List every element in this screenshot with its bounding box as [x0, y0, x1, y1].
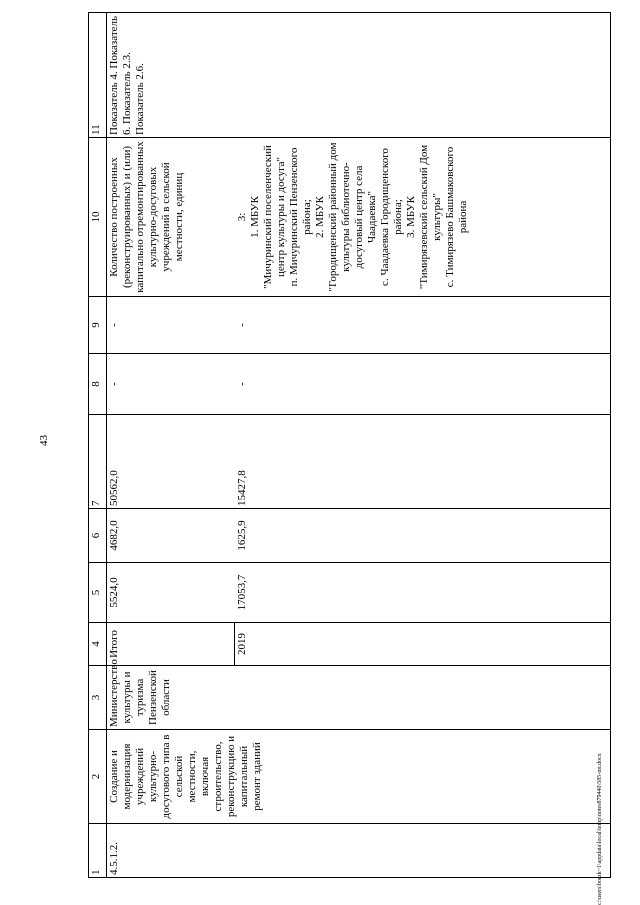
header-row	[89, 13, 107, 878]
header-col-4: 4	[89, 623, 107, 666]
header-col-2: 2	[89, 730, 107, 824]
list-item: п. Мичуринский Пензенского района;	[287, 147, 313, 287]
header-col-3: 3	[89, 666, 107, 730]
header-col-10: 10	[89, 138, 107, 297]
header-col-1: 1	[89, 824, 107, 878]
total-amount: 5524,0	[107, 563, 235, 623]
measure-code: 4.5.1.2.	[107, 824, 611, 878]
list-item: "Мичуринский поселенческий центр культуры и досуга"	[261, 145, 287, 289]
header-col-5: 5	[89, 563, 107, 623]
other-amount-2019: -	[235, 297, 611, 354]
header-col-8: 8	[89, 354, 107, 415]
list-item: "Тимирязевский сельский Дом культуры"	[417, 144, 443, 290]
list-item: 1. МБУК	[248, 196, 261, 238]
table-row	[107, 13, 235, 878]
local-amount-2019: -	[235, 354, 611, 415]
executor: Министерство культуры и туризма Пензенской области	[107, 666, 611, 730]
program-table	[88, 12, 611, 878]
page-number: 43	[38, 435, 50, 446]
header-col-7: 7	[89, 415, 107, 509]
indicator-relation: Показатель 4. Показатель 6. Показатель 2.3. Показатель 2.6.	[107, 13, 611, 138]
list-item: 3:	[235, 212, 248, 222]
header-col-9: 9	[89, 297, 107, 354]
federal-amount-2019: 1625,9	[235, 509, 611, 563]
list-item: 2. МБУК	[313, 196, 326, 238]
year: 2019	[235, 623, 611, 666]
indicator-text: Количество построенных (реконструированных) и (или) капитально отремонтированных культурно-досуговых учреждений в сельской местности, единиц	[107, 138, 235, 297]
other-amount: -	[107, 297, 235, 354]
header-col-11: 11	[89, 13, 107, 138]
year-total-label: Итого	[107, 623, 235, 666]
list-item: с. Тимирязево Башмаковского района	[443, 146, 469, 288]
total-amount-2019: 17053,7	[235, 563, 611, 623]
regional-amount: 50562,0	[107, 415, 235, 509]
list-item: 3. МБУК	[404, 196, 417, 238]
list-item: "Городищенский районный дом культуры библиотечно-досуговый центр села Чаадаевка"	[326, 142, 378, 292]
federal-amount: 4682,0	[107, 509, 235, 563]
footer-file-path: c:\users\borzk~1\appdata\local\temp\notes879440\585-пп.docx	[597, 753, 603, 905]
header-col-6: 6	[89, 509, 107, 563]
measure-name: Создание и модернизация учреждений культурно-досугового типа в сельской местности, включая строительство, реконструкцию и капитальный ремонт зданий	[107, 730, 611, 824]
rotated-table-block	[88, 15, 610, 878]
local-amount: -	[107, 354, 235, 415]
regional-amount-2019: 15427,8	[235, 415, 611, 509]
institution-list	[235, 138, 611, 297]
list-item: с. Чаадаевка Городищенского района;	[378, 148, 404, 286]
